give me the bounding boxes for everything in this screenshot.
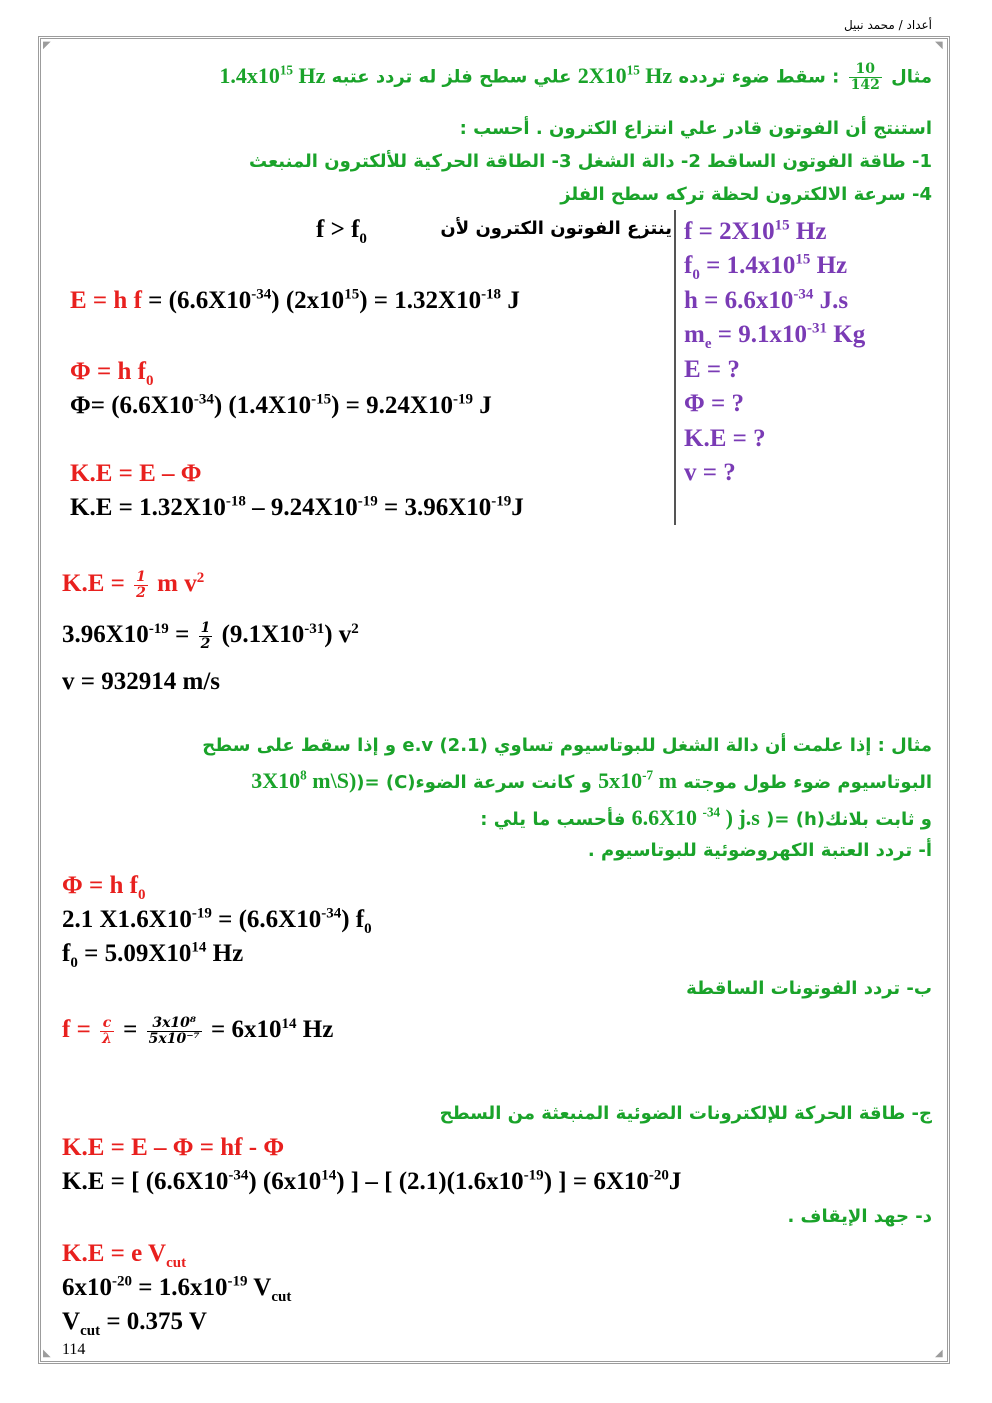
- energy-equation: E = h $f = (6.6X10^{-34}) (2x10^{15}) = 1.32X10^{-18}$ J: [70, 286, 520, 314]
- example1-question4: 4- سرعة الالكترون لحظة تركه سطح الفلز: [560, 184, 932, 205]
- question-c: ج- طاقة الحركة للإلكترونات الضوئية المنبعثة من السطح: [439, 1103, 932, 1124]
- unknown-velocity: v = ?: [684, 459, 736, 486]
- threshold-substitution: 2.1 $X1.6X10^{-19} = (6.6X10^{-34})$ $f_0$: [62, 905, 372, 937]
- threshold-result: $f_0 = 5.09X10^{14}$ Hz: [62, 939, 244, 971]
- condition-formula: $f > f_0$: [316, 216, 367, 247]
- example2-statement-line2: البوتاسيوم ضوء طول موجته $5x10^{-7}$ m و كانت سرعة الضوء(C) $=(3X10^8$ m\S): [251, 767, 932, 793]
- unknown-work-function: Φ = ?: [684, 390, 744, 417]
- example-fraction: $\frac{10}{142}$: [850, 61, 880, 93]
- velocity-result: v = 932914 m/s: [62, 668, 220, 695]
- question-a: أ- تردد العتبة الكهروضوئية للبوتاسيوم .: [587, 840, 932, 861]
- corner-ornament-bottom-right: ◢: [935, 1348, 943, 1359]
- corner-ornament-top-right: ◥: [935, 40, 943, 51]
- given-frequency: $f = 2X10^{15}$ Hz: [684, 217, 827, 245]
- wavelength-value: $5x10^{-7}$ m: [598, 767, 677, 793]
- given-threshold-frequency: $f_0 = 1.4x10^{15}$ Hz: [684, 251, 848, 283]
- given-planck-constant: $h = 6.6x10^{-34}$ J.s: [684, 286, 849, 314]
- example1-questions-line: 1- طاقة الفوتون الساقط 2- دالة الشغل 3- الطاقة الحركية للألكترون المنبعث: [249, 151, 932, 172]
- kinetic-energy-formula: K.E = E – Φ: [70, 460, 202, 487]
- given-divider: [674, 210, 676, 525]
- work-function-formula-2: Φ = h $f_0$: [62, 872, 146, 903]
- unknown-kinetic-energy: K.E = ?: [684, 425, 766, 452]
- frequency-value-fraction: $\frac{\text{3x10⁸}}{\text{5x10⁻⁷}}$: [148, 1015, 200, 1047]
- question-b: ب- تردد الفوتونات الساقطة: [686, 978, 932, 999]
- example2-statement-line1: مثال : إذا علمت أن دالة الشغل للبوتاسيوم تساوي (2.1) e.v و إذا سقط على سطح: [202, 735, 932, 756]
- kinetic-energy-velocity-formula: K.E = $\frac{1}{2}$ m $v^2$: [62, 569, 205, 601]
- kinetic-energy-formula-2: K.E = E – Φ = hf - Φ: [62, 1134, 285, 1161]
- kinetic-energy-equation: $K.E = 1.32X10^{-18} - 9.24X10^{-19} = 3.96X10^{-19}J$: [70, 493, 524, 521]
- example1-statement-line1: مثال $\frac{10}{142}$ : سقط ضوء تردده $2X10^{15}$ Hz علي سطح فلز له تردد عتبه $1.4x10^{15}$ Hz: [219, 61, 932, 93]
- given-electron-mass: $m_e = 9.1x10^{-31}$ Kg: [684, 320, 866, 352]
- photon-condition: ينتزع الفوتون الكترون لأن: [440, 218, 672, 239]
- work-function-equation: $\Phi= (6.6X10^{-34}) (1.4X10^{-15}) = 9.24X10^{-19}$ J: [70, 391, 492, 419]
- stopping-potential-formula: K.E = e $V_{cut}$: [62, 1240, 187, 1271]
- corner-ornament-bottom-left: ◣: [43, 1348, 51, 1359]
- velocity-substitution: $3.96X10^{-19}$ = $\frac{1}{2}$ $(9.1X10^{-31})$ $v^2$: [62, 620, 359, 652]
- corner-ornament-top-left: ◤: [43, 40, 51, 51]
- threshold-frequency: $1.4x10^{15}$ Hz: [219, 62, 326, 88]
- stopping-potential-result: $V_{cut} = 0.375$ V: [62, 1308, 207, 1339]
- example1-statement-line2: استنتج أن الفوتون قادر علي انتزاع الكترون . أحسب :: [459, 118, 932, 139]
- kinetic-energy-calculation: K.E = [ $(6.6X10^{-34})$ $(6x10^{14})$ ] – [ $(2.1)(1.6x10^{-19})$ ] = $6X10^{-20}J$: [62, 1167, 682, 1195]
- stopping-potential-substitution: $6x10^{-20} = 1.6x10^{-19}$ $V_{cut}$: [62, 1273, 292, 1305]
- question-d: د- جهد الإيقاف .: [787, 1206, 932, 1227]
- incident-frequency: $2X10^{15}$ Hz: [577, 62, 673, 88]
- page-number: 114: [62, 1341, 86, 1358]
- author-credit: أعداد / محمد نبيل: [843, 18, 932, 32]
- planck-value: 6.6X10 $^{-34}$ ) j.s: [631, 804, 760, 830]
- half-fraction: $\frac{1}{2}$: [136, 569, 146, 601]
- c-over-lambda-fraction: $\frac{c}{\lambda}$: [102, 1015, 112, 1047]
- light-speed-value: $3X10^8$ m\S): [251, 767, 357, 793]
- example2-statement-line3: و ثابت بلانك(h) =( 6.6X10 $^{-34}$ ) j.s فأحسب ما يلي :: [480, 804, 932, 830]
- work-function-formula: Φ = h $f_0$: [70, 358, 154, 389]
- unknown-energy: E = ?: [684, 356, 740, 383]
- half-fraction: $\frac{1}{2}$: [200, 620, 211, 652]
- frequency-equation: f = $\frac{c}{\lambda}$ = $\frac{\text{3x10⁸}}{\text{5x10⁻⁷}}$ = $6x10^{14}$ Hz: [62, 1015, 334, 1047]
